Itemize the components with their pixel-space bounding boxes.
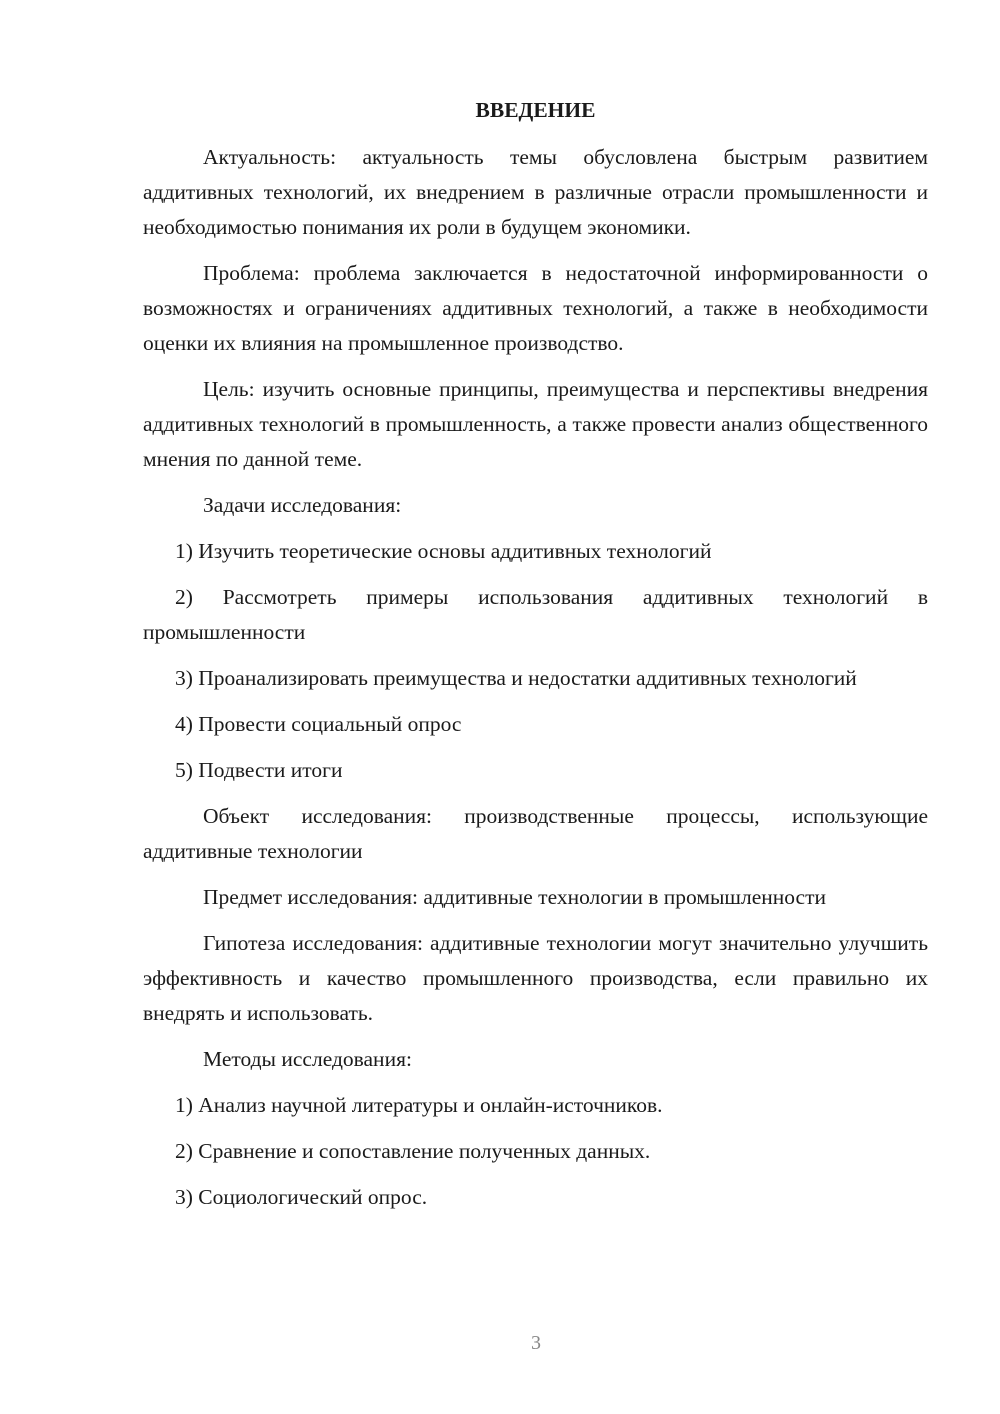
paragraph-relevance: Актуальность: актуальность темы обусловлена быстрым развитием аддитивных технологий, их внедрением в различные отрасли промышленности и необходимостью понимания их роли в будущем экономики.	[143, 145, 928, 239]
methods-heading: Методы исследования:	[203, 1047, 412, 1071]
task-item-5: 5) Подвести итоги	[175, 758, 343, 782]
task-item-1: 1) Изучить теоретические основы аддитивных технологий	[175, 539, 712, 563]
method-item-1: 1) Анализ научной литературы и онлайн-источников.	[175, 1093, 663, 1117]
page-title: ВВЕДЕНИЕ	[475, 98, 596, 122]
task-item-2: 2) Рассмотреть примеры использования аддитивных технологий в промышленности	[143, 585, 928, 644]
paragraph-goal: Цель: изучить основные принципы, преимущества и перспективы внедрения аддитивных технологий в промышленность, а также провести анализ общественного мнения по данной теме.	[143, 377, 928, 471]
page-number: 3	[531, 1332, 541, 1354]
method-item-2: 2) Сравнение и сопоставление полученных данных.	[175, 1139, 651, 1163]
paragraph-hypothesis: Гипотеза исследования: аддитивные технологии могут значительно улучшить эффективность и качество промышленного производства, если правильно их внедрять и использовать.	[143, 931, 928, 1025]
paragraph-object: Объект исследования: производственные процессы, использующие аддитивные технологии	[143, 804, 928, 863]
method-item-3: 3) Социологический опрос.	[175, 1185, 428, 1209]
document-page	[143, 90, 928, 1226]
paragraph-subject: Предмет исследования: аддитивные технологии в промышленности	[203, 885, 826, 909]
tasks-heading: Задачи исследования:	[203, 493, 402, 517]
paragraph-problem: Проблема: проблема заключается в недостаточной информированности о возможностях и ограничениях аддитивных технологий, а также в необходимости оценки их влияния на промышленное производство.	[143, 261, 928, 355]
task-item-4: 4) Провести социальный опрос	[175, 712, 462, 736]
task-item-3: 3) Проанализировать преимущества и недостатки аддитивных технологий	[175, 666, 857, 690]
